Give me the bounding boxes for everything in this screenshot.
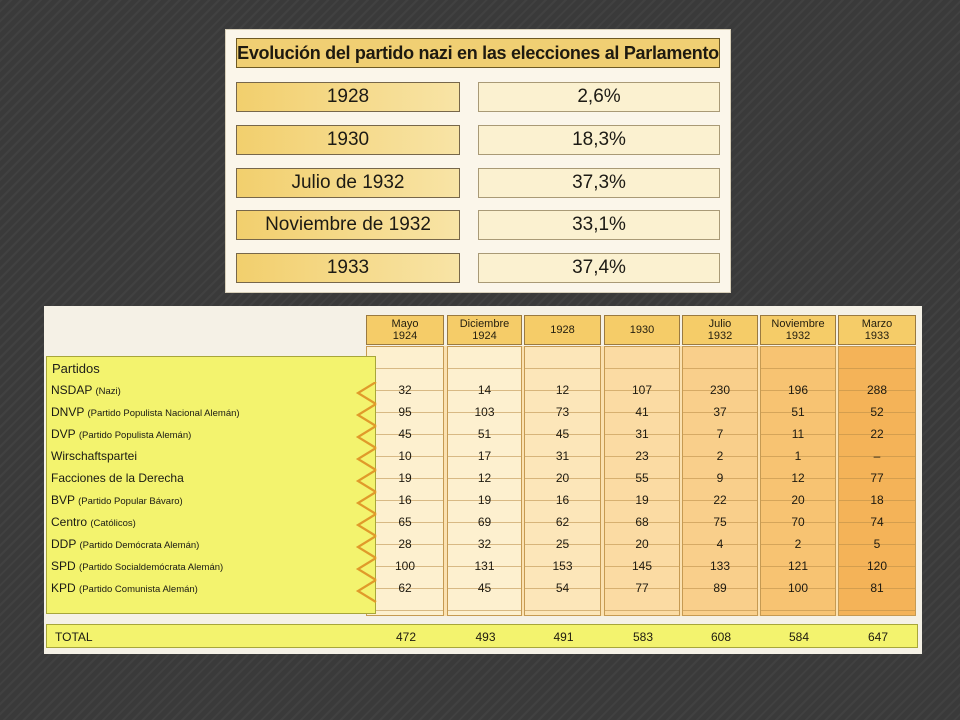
seat-count-cell: 14 xyxy=(477,383,492,397)
total-cell: 583 xyxy=(632,630,654,644)
seat-count-cell: 20 xyxy=(791,493,805,507)
seat-count-cell: 45 xyxy=(555,427,570,441)
seat-count-cell: 121 xyxy=(787,559,809,573)
nazi-evolution-table xyxy=(226,30,730,292)
party-full-name: (Católicos) xyxy=(90,518,136,529)
seat-count-cell: 12 xyxy=(791,471,805,485)
seat-count-cell: 17 xyxy=(477,449,492,463)
party-full-name: (Partido Populista Nacional Alemán) xyxy=(87,408,240,419)
seat-count-cell: 20 xyxy=(635,537,649,551)
seat-count-cell: 20 xyxy=(555,471,570,485)
evolution-percentage: 2,6% xyxy=(478,82,720,112)
evolution-percentage: 37,4% xyxy=(478,253,720,283)
seat-count-cell: 54 xyxy=(555,581,570,595)
seat-count-cell: 45 xyxy=(398,427,412,441)
column-header xyxy=(760,315,836,345)
seat-count-cell: 10 xyxy=(398,449,412,463)
party-name: NSDAP xyxy=(51,383,93,397)
column-header xyxy=(366,315,444,345)
party-name: Centro xyxy=(51,515,88,529)
seat-count-cell: 75 xyxy=(713,515,727,529)
evolution-row xyxy=(236,253,720,283)
seat-count-cell: 133 xyxy=(709,559,731,573)
party-label xyxy=(51,401,240,423)
evolution-percentage: 18,3% xyxy=(478,125,720,155)
seat-count-cell: 37 xyxy=(713,405,727,419)
seat-count-cell: 16 xyxy=(398,493,412,507)
seat-count-cell: 65 xyxy=(398,515,412,529)
evolution-percentage: 37,3% xyxy=(478,168,720,198)
seat-count-cell: 25 xyxy=(555,537,570,551)
seat-count-cell: 7 xyxy=(716,427,724,441)
evolution-year: Julio de 1932 xyxy=(236,168,460,198)
party-name: Facciones de la Derecha xyxy=(51,471,184,485)
seat-count-cell: 31 xyxy=(635,427,649,441)
seat-count-cell: 28 xyxy=(398,537,412,551)
party-name: BVP xyxy=(51,493,75,507)
total-cell: 493 xyxy=(475,630,496,644)
evolution-percentage: 33,1% xyxy=(478,210,720,240)
party-full-name: (Partido Comunista Alemán) xyxy=(79,584,198,595)
seat-count-cell: 19 xyxy=(398,471,412,485)
seat-count-cell: 145 xyxy=(631,559,653,573)
evolution-row xyxy=(236,210,720,240)
column-header-label: Noviembre 1932 xyxy=(771,318,825,342)
seat-count-cell: 153 xyxy=(552,559,573,573)
seat-count-cell: 1 xyxy=(794,449,802,463)
party-full-name: (Partido Socialdemócrata Alemán) xyxy=(79,562,224,573)
evolution-row xyxy=(236,168,720,198)
seat-count-cell: 2 xyxy=(716,449,724,463)
party-label xyxy=(51,445,137,467)
party-name: KPD xyxy=(51,581,76,595)
party-name: DDP xyxy=(51,537,77,551)
party-full-name: (Partido Populista Alemán) xyxy=(78,430,192,441)
seat-count-cell: 131 xyxy=(474,559,495,573)
seat-count-cell: 230 xyxy=(709,383,731,397)
party-name: SPD xyxy=(51,559,76,573)
parties-header: Partidos xyxy=(52,361,100,376)
party-full-name: (Partido Demócrata Alemán) xyxy=(79,540,200,551)
seat-count-cell: 22 xyxy=(713,493,727,507)
seat-count-cell: 19 xyxy=(477,493,492,507)
seat-count-cell: 95 xyxy=(398,405,412,419)
seat-count-cell: 4 xyxy=(716,537,724,551)
column-header xyxy=(604,315,680,345)
column-header xyxy=(682,315,758,345)
seat-count-cell: 12 xyxy=(477,471,492,485)
evolution-row xyxy=(236,125,720,155)
seat-count-cell: 19 xyxy=(635,493,649,507)
seat-count-cell: 62 xyxy=(555,515,570,529)
evolution-year: 1930 xyxy=(236,125,460,155)
seat-count-cell: 12 xyxy=(555,383,570,397)
evolution-year: Noviembre de 1932 xyxy=(236,210,460,240)
seat-count-cell: 22 xyxy=(870,427,884,441)
seat-count-cell: 73 xyxy=(555,405,570,419)
seat-count-cell: 89 xyxy=(713,581,727,595)
seat-count-cell: 11 xyxy=(791,427,805,441)
seat-count-cell: 52 xyxy=(870,405,884,419)
reichstag-seats-table xyxy=(44,306,922,654)
seat-count-cell: 55 xyxy=(635,471,649,485)
party-label xyxy=(51,379,121,401)
party-label xyxy=(51,467,184,489)
party-label xyxy=(51,533,199,555)
party-label xyxy=(51,423,191,445)
column-header xyxy=(447,315,522,345)
party-label xyxy=(51,489,183,511)
seat-count-cell: 32 xyxy=(477,537,492,551)
seat-count-cell: 74 xyxy=(870,515,884,529)
seat-count-cell: 107 xyxy=(631,383,653,397)
seat-count-cell: 103 xyxy=(474,405,495,419)
total-cell: 584 xyxy=(788,630,810,644)
seat-count-cell: 77 xyxy=(870,471,884,485)
seat-count-cell: 51 xyxy=(477,427,492,441)
total-label: TOTAL xyxy=(55,630,93,644)
total-cell: 491 xyxy=(553,630,574,644)
total-cell: 647 xyxy=(867,630,889,644)
total-cell: 472 xyxy=(395,630,417,644)
seat-count-cell: 51 xyxy=(791,405,805,419)
seat-count-cell: 31 xyxy=(555,449,570,463)
column-header-label: Julio 1932 xyxy=(707,318,733,342)
seat-count-cell: 9 xyxy=(716,471,724,485)
seat-count-cell: 77 xyxy=(635,581,649,595)
column-header-label: Diciembre 1924 xyxy=(459,318,510,342)
party-full-name: (Nazi) xyxy=(95,386,121,397)
seat-count-cell: 120 xyxy=(866,559,888,573)
evolution-row xyxy=(236,82,720,112)
seat-count-cell: 5 xyxy=(873,537,881,551)
column-header-label: 1930 xyxy=(629,324,655,336)
seat-count-cell: 68 xyxy=(635,515,649,529)
column-header xyxy=(524,315,601,345)
seat-count-cell: – xyxy=(873,449,881,463)
seat-count-cell: 100 xyxy=(787,581,809,595)
seat-count-cell: 81 xyxy=(870,581,884,595)
seat-count-cell: 62 xyxy=(398,581,412,595)
seat-count-cell: 23 xyxy=(635,449,649,463)
seat-count-cell: 2 xyxy=(794,537,802,551)
seat-count-cell: 288 xyxy=(866,383,888,397)
party-name: DVP xyxy=(51,427,76,441)
party-name: Wirschaftspartei xyxy=(51,449,138,463)
party-label xyxy=(51,577,198,599)
total-row xyxy=(46,624,918,648)
column-header-label: Marzo 1933 xyxy=(861,318,893,342)
seat-count-cell: 16 xyxy=(555,493,570,507)
column-header xyxy=(838,315,916,345)
column-header-label: 1928 xyxy=(550,324,575,336)
seat-count-cell: 18 xyxy=(870,493,884,507)
nazi-evolution-title: Evolución del partido nazi en las elecciones al Parlamento xyxy=(236,38,720,68)
seat-count-cell: 45 xyxy=(477,581,492,595)
party-label xyxy=(51,511,136,533)
evolution-year: 1933 xyxy=(236,253,460,283)
party-full-name: (Partido Popular Bávaro) xyxy=(78,496,183,507)
evolution-year: 1928 xyxy=(236,82,460,112)
seat-count-cell: 196 xyxy=(787,383,809,397)
seat-count-cell: 41 xyxy=(635,405,649,419)
seat-count-cell: 70 xyxy=(791,515,805,529)
seat-count-cell: 69 xyxy=(477,515,492,529)
party-name: DNVP xyxy=(51,405,85,419)
party-label xyxy=(51,555,223,577)
seat-count-cell: 32 xyxy=(398,383,412,397)
total-cell: 608 xyxy=(710,630,732,644)
column-header-label: Mayo 1924 xyxy=(391,318,419,342)
seat-count-cell: 100 xyxy=(394,559,416,573)
